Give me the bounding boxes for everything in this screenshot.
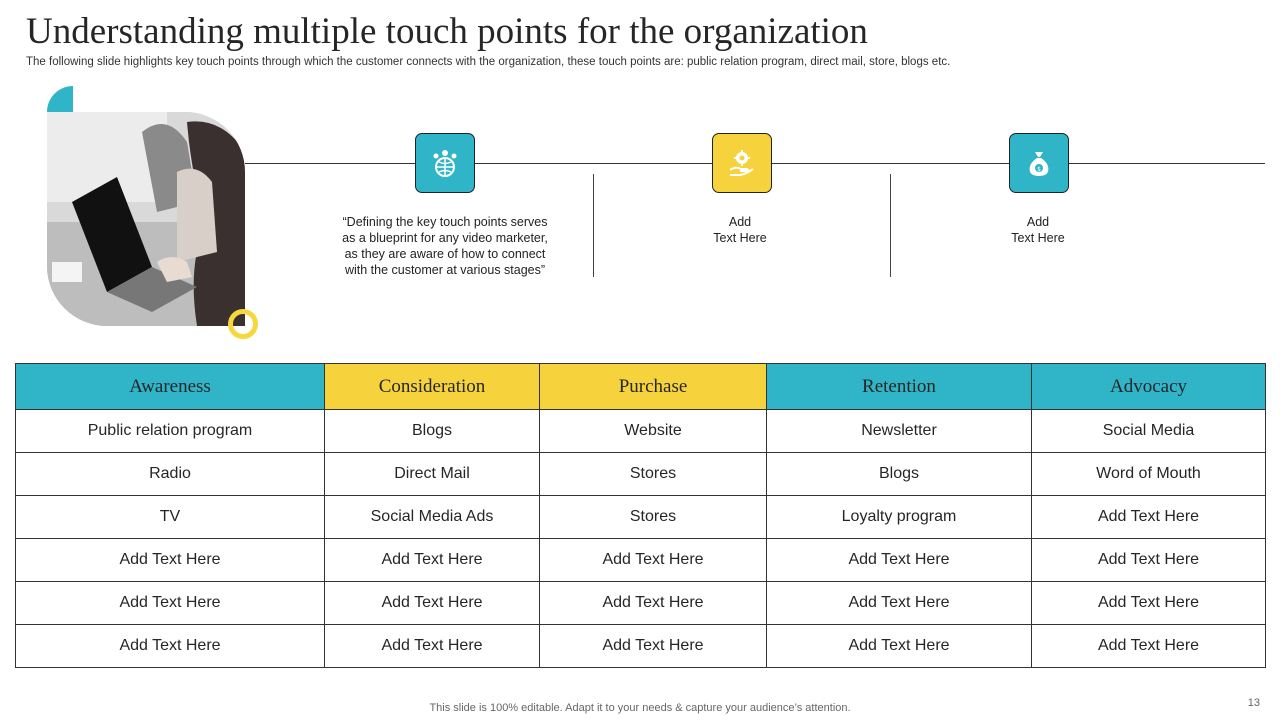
table-row [16,539,1266,582]
table-cell: Add Text Here [325,539,540,582]
table-row [16,496,1266,539]
timeline-quote: “Defining the key touch points serves as a blueprint for any video marketer, as they are aware of how to connect with the customer at various stages” [342,215,548,277]
timeline-node-3 [1009,133,1069,193]
table-row [16,453,1266,496]
page-subtitle: The following slide highlights key touch points through which the customer connects with the organization, these touch points are: public relation program, direct mail, store, blogs etc. [26,56,951,68]
table-cell: Add Text Here [540,625,767,668]
group-globe-icon [430,148,460,178]
table-cell: Newsletter [767,410,1032,453]
table-cell: Add Text Here [16,625,325,668]
table-cell: Public relation program [16,410,325,453]
table-cell: Add Text Here [1032,539,1266,582]
table-row [16,625,1266,668]
header-purchase: Purchase [540,364,767,410]
table-cell: Add Text Here [1032,496,1266,539]
table-cell: Add Text Here [1032,625,1266,668]
hand-gear-icon [727,148,757,178]
page-number: 13 [1247,697,1260,709]
table-cell: Add Text Here [767,582,1032,625]
svg-text:$: $ [1037,166,1041,173]
table-row [16,410,1266,453]
footer-note: This slide is 100% editable. Adapt it to your needs & capture your audience’s attention. [429,702,851,714]
money-bag-icon [1024,148,1054,178]
touchpoints-table [15,363,1266,668]
laptop-photo [47,112,245,326]
yellow-ring-accent [228,309,258,339]
table-cell: Social Media Ads [325,496,540,539]
table-cell: Add Text Here [16,582,325,625]
table-cell: Blogs [767,453,1032,496]
table-cell: Word of Mouth [1032,453,1266,496]
table-cell: Stores [540,496,767,539]
header-awareness: Awareness [16,364,325,410]
table-cell: Add Text Here [767,625,1032,668]
timeline-text-2: Add Text Here [713,215,767,245]
table-cell: Blogs [325,410,540,453]
table-cell: Add Text Here [540,582,767,625]
table-cell: Website [540,410,767,453]
table-cell: Add Text Here [540,539,767,582]
table-header-row [16,364,1266,410]
table-cell: Add Text Here [767,539,1032,582]
table-cell: Add Text Here [1032,582,1266,625]
table-row [16,582,1266,625]
teal-corner-accent [47,86,73,112]
header-retention: Retention [767,364,1032,410]
table-cell: Add Text Here [325,582,540,625]
timeline-text-3: Add Text Here [1011,215,1065,245]
table-cell: Loyalty program [767,496,1032,539]
table-cell: Stores [540,453,767,496]
table-cell: Add Text Here [16,539,325,582]
page-title: Understanding multiple touch points for the organization [26,11,868,52]
divider-1 [593,174,594,277]
table-cell: Social Media [1032,410,1266,453]
timeline-node-2 [712,133,772,193]
table-cell: Radio [16,453,325,496]
timeline-node-1 [415,133,475,193]
divider-2 [890,174,891,277]
header-advocacy: Advocacy [1032,364,1266,410]
table-cell: Direct Mail [325,453,540,496]
table-cell: Add Text Here [325,625,540,668]
header-consideration: Consideration [325,364,540,410]
table-cell: TV [16,496,325,539]
